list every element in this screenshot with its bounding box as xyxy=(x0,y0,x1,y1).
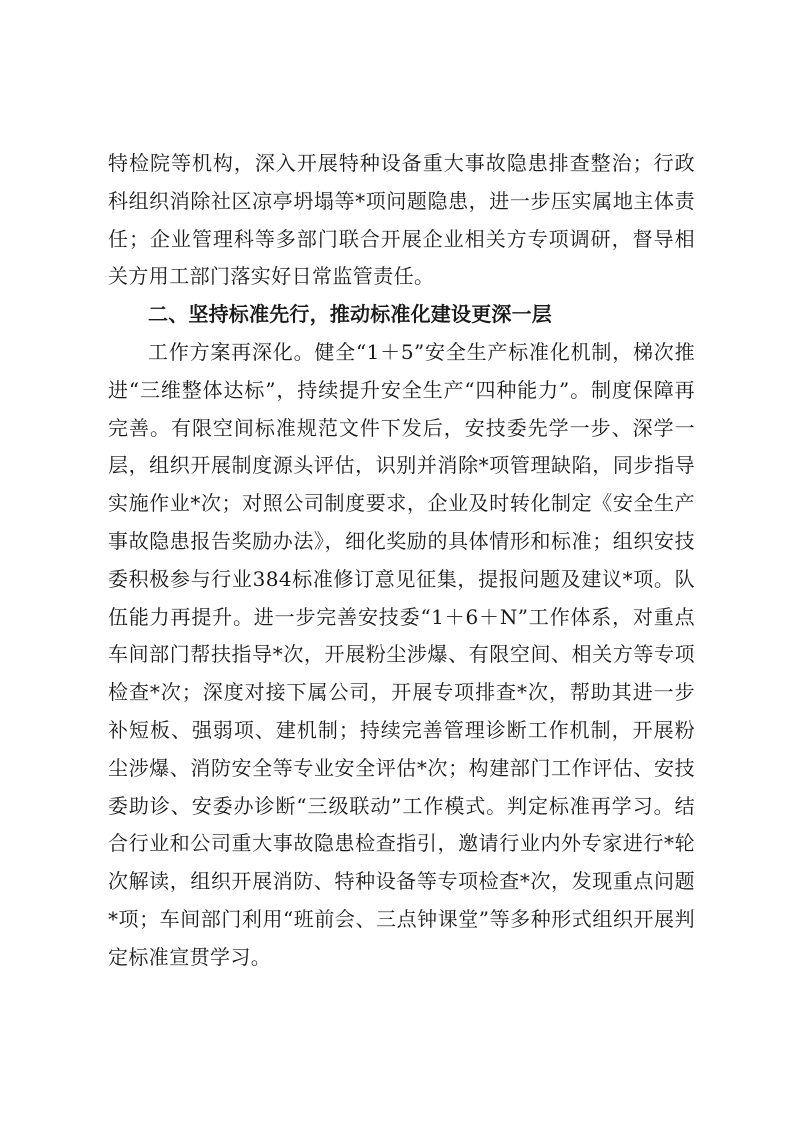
body-paragraph-continuation: 特检院等机构，深入开展特种设备重大事故隐患排查整治；行政科组织消除社区凉亭坍塌等*项问题隐患，进一步压实属地主体责任；企业管理科等多部门联合开展企业相关方专项调研，督导相关方用工部门落实好日常监管责任。 xyxy=(108,151,695,289)
body-paragraph: 工作方案再深化。健全“1＋5”安全生产标准化机制，梯次推进“三维整体达标”，持续提升安全生产“四种能力”。制度保障再完善。有限空间标准规范文件下发后，安技委先学一步、深学一层，组织开展制度源头评估，识别并消除*项管理缺陷，同步指导实施作业*次；对照公司制度要求，企业及时转化制定《安全生产事故隐患报告奖励办法》，细化奖励的具体情形和标准；组织安技委积极参与行业384标准修订意见征集，提报问题及建议*项。队伍能力再提升。进一步完善安技委“1＋6＋N”工作体系，对重点车间部门帮扶指导*次，开展粉尘涉爆、有限空间、相关方等专项检查*次；深度对接下属公司，开展专项排查*次，帮助其进一步补短板、强弱项、建机制；持续完善管理诊断工作机制，开展粉尘涉爆、消防安全等专业安全评估*次；构建部门工作评估、安技委助诊、安委办诊断“三级联动”工作模式。判定标准再学习。结合行业和公司重大事故隐患检查指引，邀请行业内外专家进行*轮次解读，组织开展消防、特种设备等专项检查*次，发现重点问题*项；车间部门利用“班前会、三点钟课堂”等多种形式组织开展判定标准宣贯学习。 xyxy=(108,339,695,969)
section-heading: 二、坚持标准先行，推动标准化建设更深一层 xyxy=(148,302,552,327)
document-body xyxy=(108,145,695,977)
